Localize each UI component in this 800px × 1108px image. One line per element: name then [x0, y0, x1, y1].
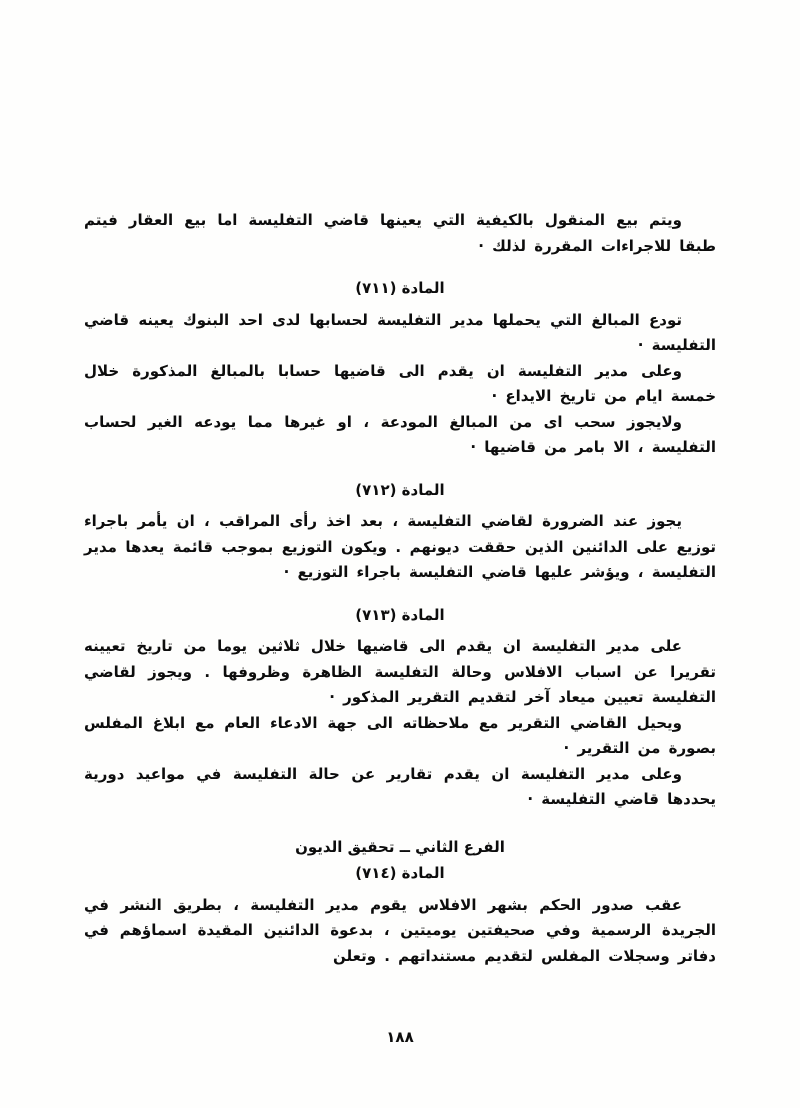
- article-heading: المادة (٧١٣): [355, 605, 445, 624]
- page-content: [84, 208, 716, 969]
- paragraph: يجوز عند الضرورة لقاضي التفليسة ، بعد اخذ رأى المراقب ، ان يأمر باجراء توزيع على الدائنين الذين حققت ديونهم . ويكون التوزيع بموجب قائمة يعدها مدير التفليسة ، ويؤشر عليها قاضي التفليسة باجراء التوزيع ·: [84, 512, 716, 581]
- article-heading: المادة (٧١١): [355, 279, 445, 297]
- paragraph: ويتم بيع المنقول بالكيفية التي يعينها قاضي التفليسة اما بيع العقار فيتم طبقا للاجراءات المقررة لذلك ·: [84, 211, 716, 255]
- paragraph: وعلى مدير التفليسة ان يقدم تقارير عن حالة التفليسة في مواعيد دورية يحددها قاضي التفليسة ·: [84, 764, 716, 808]
- paragraph: تودع المبالغ التي يحملها مدير التفليسة لحسابها لدى احد البنوك يعينه قاضي التفليسة ·: [84, 310, 716, 354]
- paragraph: ولايجوز سحب اى من المبالغ المودعة ، او غيرها مما يودعه الغير لحساب التفليسة ، الا بامر من قاضيها ·: [84, 412, 716, 456]
- page-number: ١٨٨: [386, 1028, 414, 1046]
- article-heading: المادة (٧١٢): [355, 480, 445, 499]
- paragraph: عقب صدور الحكم بشهر الافلاس يقوم مدير التفليسة ، بطريق النشر في الجريدة الرسمية وفي صحيفتين يوميتين ، بدعوة الدائنين المقيدة اسماؤهم في دفاتر وسجلات المفلس لتقديم مستنداتهم . وتعلن: [84, 895, 716, 965]
- paragraph: ويحيل القاضي التقرير مع ملاحظاته الى جهة الادعاء العام مع ابلاغ المفلس بصورة من التقرير ·: [84, 713, 716, 757]
- paragraph: وعلى مدير التفليسة ان يقدم الى قاضيها حسابا بالمبالغ المذكورة خلال خمسة ايام من تاريخ الايداع ·: [84, 361, 716, 405]
- paragraph: على مدير التفليسة ان يقدم الى قاضيها خلال ثلاثين يوما من تاريخ تعيينه تقريرا عن اسباب الافلاس وحالة التفليسة الظاهرة وظروفها . ويجوز لقاضي التفليسة تعيين ميعاد آخر لتقديم التقرير المذكور ·: [84, 637, 716, 706]
- article-heading: المادة (٧١٤): [355, 864, 445, 882]
- section-heading: الفرع الثاني ــ تحقيق الديون: [295, 837, 505, 856]
